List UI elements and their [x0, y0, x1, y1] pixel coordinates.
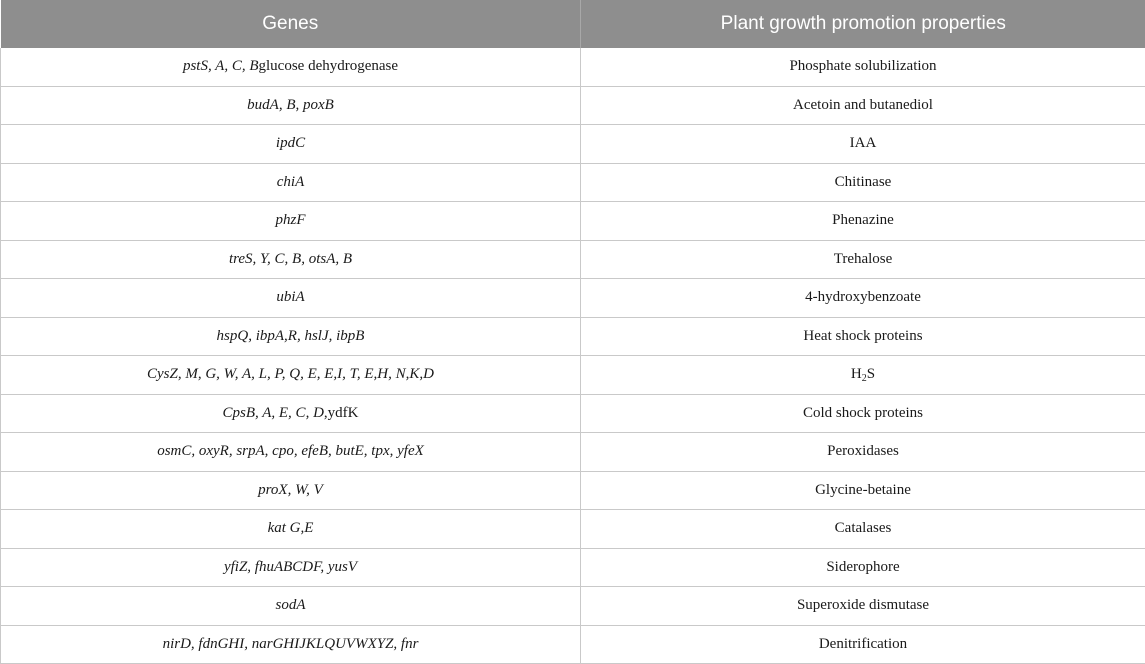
genes-cell: budA, B, poxB — [1, 86, 581, 125]
genes-cell: sodA — [1, 587, 581, 626]
genes-cell: osmC, oxyR, srpA, cpo, efeB, butE, tpx, yfeX — [1, 433, 581, 472]
table-row — [1, 202, 1145, 241]
genes-cell: pstS, A, C, Bglucose dehydrogenase — [1, 48, 581, 86]
property-cell: Acetoin and butanediol — [581, 86, 1145, 125]
property-cell: Chitinase — [581, 163, 1145, 202]
genes-cell: yfiZ, fhuABCDF, yusV — [1, 548, 581, 587]
genes-cell: phzF — [1, 202, 581, 241]
table-header — [1, 0, 1145, 48]
properties-column-header: Plant growth promotion properties — [581, 0, 1145, 48]
genes-cell: proX, W, V — [1, 471, 581, 510]
property-cell: Cold shock proteins — [581, 394, 1145, 433]
property-cell: Catalases — [581, 510, 1145, 549]
genes-cell: hspQ, ibpA,R, hslJ, ibpB — [1, 317, 581, 356]
table-row — [1, 317, 1145, 356]
property-cell: Peroxidases — [581, 433, 1145, 472]
genes-cell: CpsB, A, E, C, D,ydfK — [1, 394, 581, 433]
property-cell: Heat shock proteins — [581, 317, 1145, 356]
property-cell: IAA — [581, 125, 1145, 164]
property-cell: Phosphate solubilization — [581, 48, 1145, 86]
h2s-tail: S — [866, 366, 876, 383]
property-cell: 4-hydroxybenzoate — [581, 279, 1145, 318]
property-cell: Denitrification — [581, 625, 1145, 664]
table-row — [1, 279, 1145, 318]
table-row — [1, 394, 1145, 433]
table-row — [1, 587, 1145, 626]
property-cell — [581, 356, 1145, 395]
table-row — [1, 510, 1145, 549]
property-cell: Phenazine — [581, 202, 1145, 241]
table-row — [1, 356, 1145, 395]
property-cell: Trehalose — [581, 240, 1145, 279]
genes-cell: ubiA — [1, 279, 581, 318]
table-row — [1, 471, 1145, 510]
h2s-subscript: 2 — [861, 373, 867, 385]
genes-cell: ipdC — [1, 125, 581, 164]
table-row — [1, 125, 1145, 164]
genes-cell: treS, Y, C, B, otsA, B — [1, 240, 581, 279]
table-row — [1, 240, 1145, 279]
property-cell: Glycine-betaine — [581, 471, 1145, 510]
table-row — [1, 625, 1145, 664]
table-row — [1, 433, 1145, 472]
property-cell: Siderophore — [581, 548, 1145, 587]
genes-cell: chiA — [1, 163, 581, 202]
genes-cell: CysZ, M, G, W, A, L, P, Q, E, E,I, T, E,H, N,K,D — [1, 356, 581, 395]
table-body — [1, 48, 1145, 664]
genes-column-header: Genes — [1, 0, 581, 48]
table-row — [1, 86, 1145, 125]
header-row — [1, 0, 1145, 48]
genes-cell: kat G,E — [1, 510, 581, 549]
genes-cell: nirD, fdnGHI, narGHIJKLQUVWXYZ, fnr — [1, 625, 581, 664]
h2s-main: H — [850, 366, 862, 383]
property-cell: Superoxide dismutase — [581, 587, 1145, 626]
table-row — [1, 48, 1145, 86]
table-row — [1, 548, 1145, 587]
table-row — [1, 163, 1145, 202]
